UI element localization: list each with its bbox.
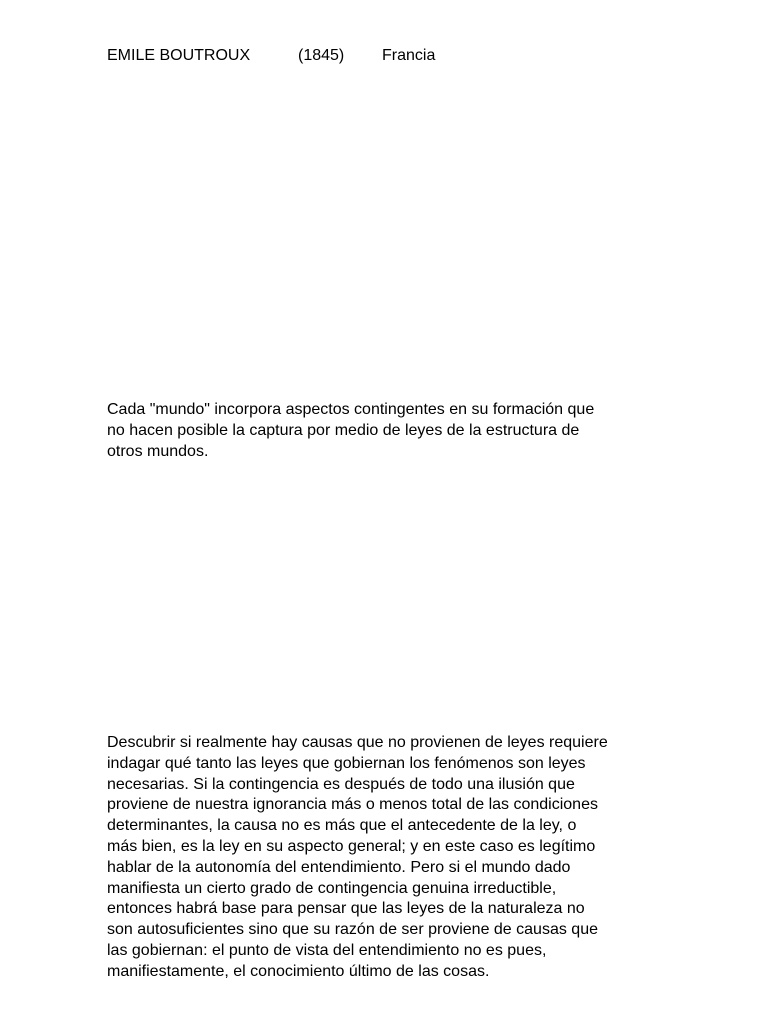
paragraph-line: necesarias. Si la contingencia es después de todo una ilusión que xyxy=(107,775,575,793)
paragraph-line: manifiesta un cierto grado de contingencia genuina irreductible, xyxy=(107,879,557,897)
author-year: (1845) xyxy=(298,47,345,64)
paragraph-line: Descubrir si realmente hay causas que no provienen de leyes requiere xyxy=(107,734,608,751)
document-header xyxy=(107,46,435,66)
paragraph-line: Cada "mundo" incorpora aspectos contingentes en su formación que xyxy=(107,401,595,418)
paragraph-line: no hacen posible la captura por medio de leyes de la estructura de xyxy=(107,421,580,439)
paragraph-2 xyxy=(107,733,663,983)
paragraph-line: manifiestamente, el conocimiento último de las cosas. xyxy=(107,962,490,980)
paragraph-1 xyxy=(107,400,663,462)
author-country: Francia xyxy=(382,47,436,64)
paragraph-line: otros mundos. xyxy=(107,442,209,460)
paragraph-line: indagar qué tanto las leyes que gobiernan los fenómenos son leyes xyxy=(107,754,586,772)
paragraph-line: determinantes, la causa no es más que el antecedente de la ley, o xyxy=(107,817,577,835)
paragraph-line: hablar de la autonomía del entendimiento. Pero si el mundo dado xyxy=(107,858,571,876)
paragraph-line: son autosuficientes sino que su razón de ser proviene de causas que xyxy=(107,921,598,939)
paragraph-line: las gobiernan: el punto de vista del entendimiento no es pues, xyxy=(107,941,547,959)
paragraph-line: entonces habrá base para pensar que las leyes de la naturaleza no xyxy=(107,900,585,918)
paragraph-line: proviene de nuestra ignorancia más o menos total de las condiciones xyxy=(107,796,598,814)
paragraph-line: más bien, es la ley en su aspecto general; y en este caso es legítimo xyxy=(107,837,596,855)
author-name: EMILE BOUTROUX xyxy=(107,47,251,64)
